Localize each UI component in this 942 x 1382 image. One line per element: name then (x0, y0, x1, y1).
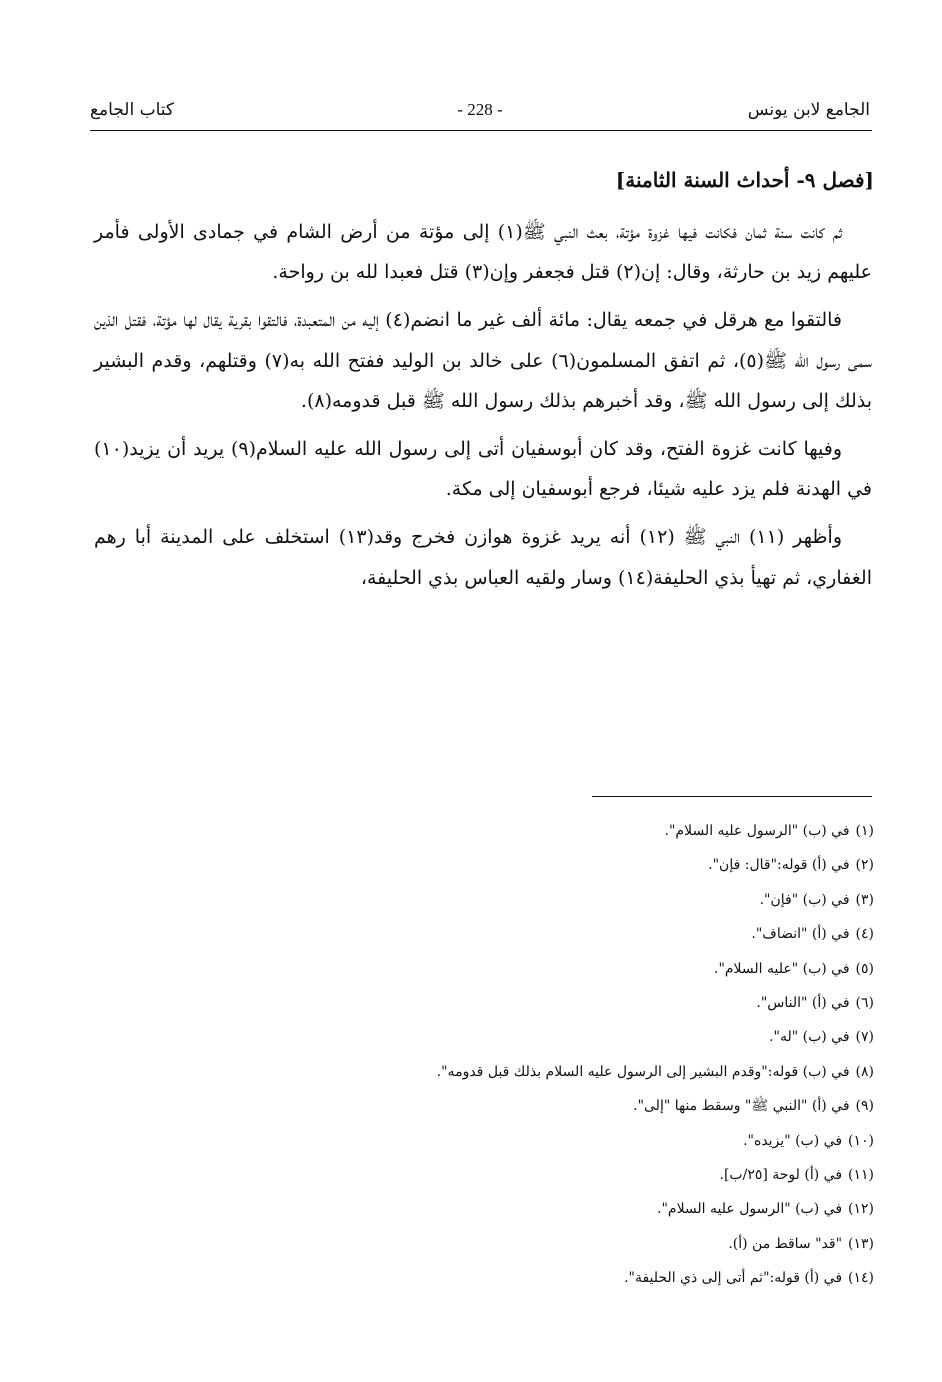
footnote-text: "قد" ساقط من (أ). (728, 1235, 843, 1252)
footnote-number: (٣) (855, 891, 874, 908)
footnote-item (174, 1055, 874, 1089)
footnote-item (174, 1124, 874, 1158)
paragraph: وفيها كانت غزوة الفتح، وقد كان أبوسفيان أتى إلى رسول الله عليه السلام(٩) يريد أن يزيد(١٠) في الهدنة فلم يزد عليه شيئا، فرجع أبوسفيان إلى مكة. (94, 438, 872, 501)
footnote-text: في (أ) "الناس". (756, 995, 850, 1012)
paragraph: وأظهر (١١) النبي ﷺ (١٢) أنه يريد غزوة هوازن فخرج وقد(١٣) استخلف على المدينة أبا رهم الغفاري، ثم تهيأ بذي الحليفة(١٤) وسار ولقيه العباس بذي الحليفة، (94, 526, 872, 589)
chapter-title: كتاب الجامع (90, 100, 175, 120)
footnote-text: في (ب) "يزيده". (743, 1132, 843, 1149)
footnote-text: في (ب) قوله:"وقدم البشير إلى الرسول عليه السلام بذلك قبل قدومه". (436, 1063, 850, 1080)
book-title: الجامع لابن يونس (747, 100, 870, 120)
header-rule (90, 130, 872, 131)
footnote-text: في (ب) "عليه السلام". (714, 960, 850, 977)
footnote-item (174, 917, 874, 951)
footnote-item (174, 952, 874, 986)
footnote-number: (٦) (855, 995, 874, 1012)
paragraph: ثم كانت سنة ثمان فكانت فيها غزوة مؤتة، بعث النبي ﷺ(١) إلى مؤتة من أرض الشام في جمادى الأولى فأمر عليهم زيد بن حارثة، وقال: إن(٢) قتل فجعفر وإن(٣) قتل فعبدا لله بن رواحة. (94, 221, 872, 284)
footnote-item (174, 1089, 874, 1123)
footnote-number: (٩) (855, 1098, 874, 1115)
footnote-item (174, 883, 874, 917)
footnote-number: (١) (855, 823, 874, 839)
footnote-text: في (أ) قوله:"قال: فإن". (708, 857, 850, 874)
footnote-item (174, 986, 874, 1020)
footnote-item (174, 848, 874, 882)
section-title: [فصل ٩- أحداث السنة الثامنة] (615, 168, 874, 192)
paragraph: فالتقوا مع هرقل في جمعه يقال: مائة ألف غير ما انضم(٤) إليه من المتعبدة، فالتقوا بقرية يقال لها مؤتة، فقتل الذين سمى رسول الله ﷺ(٥)، ثم اتفق المسلمون(٦) على خالد بن الوليد ففتح الله به(٧) وقتلهم، وقدم البشير بذلك إلى رسول الله ﷺ، وقد أخبرهم بذلك رسول الله ﷺ قبل قدومه(٨). (94, 309, 873, 412)
footnote-text: في (أ) قوله:"ثم أتى إلى ذي الحليفة". (624, 1270, 843, 1287)
footnote-text: في (أ) "انضاف". (751, 926, 850, 943)
footnote-number: (١٤) (848, 1270, 874, 1287)
footnote-item (174, 814, 874, 848)
page-number: - 228 - (457, 100, 503, 119)
footnote-number: (١٢) (848, 1201, 874, 1218)
footnotes-list (174, 814, 874, 1296)
footnote-number: (١١) (848, 1167, 874, 1184)
footnote-number: (١٠) (848, 1132, 874, 1149)
footnote-number: (٤) (855, 926, 874, 943)
footnote-item (174, 1020, 874, 1054)
footnote-item (174, 1227, 874, 1261)
footnote-number: (٧) (855, 1029, 874, 1046)
footnote-text: في (ب) "الرسول عليه السلام". (664, 823, 850, 839)
footnote-number: (٨) (855, 1063, 874, 1080)
footnote-text: في (ب) "له". (769, 1029, 850, 1046)
footnote-number: (٢) (855, 857, 874, 874)
body-text (94, 212, 872, 606)
footnote-text: في (ب) "الرسول عليه السلام". (657, 1201, 843, 1218)
footnote-item (174, 1261, 874, 1295)
footnote-text: في (أ) لوحة [٢٥/ب]. (719, 1167, 843, 1184)
page-header (90, 100, 870, 130)
footnote-item (174, 1192, 874, 1226)
footnote-item (174, 1158, 874, 1192)
footnote-text: في (ب) "فإن". (759, 891, 850, 908)
footnote-number: (١٣) (848, 1235, 874, 1252)
footnote-text: في (أ) "النبي ﷺ" وسقط منها "إلى". (633, 1098, 850, 1115)
footnote-rule (592, 796, 872, 797)
footnote-number: (٥) (855, 960, 874, 977)
